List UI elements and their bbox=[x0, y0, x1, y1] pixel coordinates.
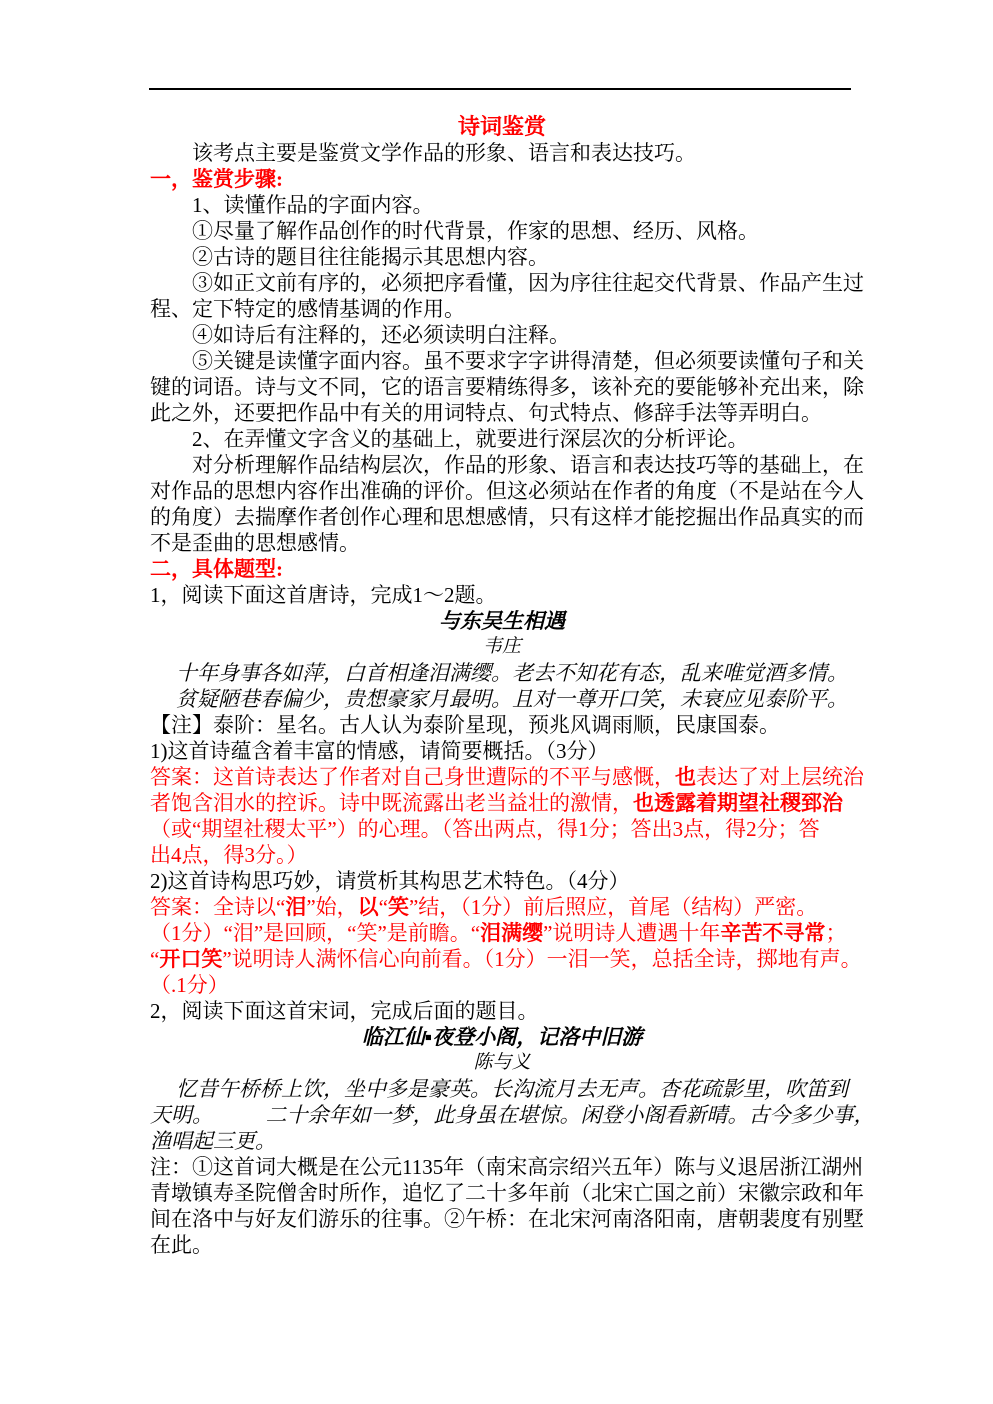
question-2 bbox=[150, 868, 854, 894]
text-run: 2、在弄懂文字含义的基础上，就要进行深层次的分析评论。 bbox=[192, 427, 749, 451]
answer-line bbox=[150, 920, 854, 946]
text-run: 此之外，还要把作品中有关的用词特点、句式特点、修辞手法等弄明白。 bbox=[150, 401, 822, 425]
text-line bbox=[150, 452, 864, 478]
text-line bbox=[150, 322, 854, 348]
answer-line bbox=[150, 946, 862, 972]
text-run: ”结，（1分）前后照应，首尾（结构）严密。 bbox=[408, 895, 818, 919]
text-run: 【注】泰阶：星名。古人认为泰阶星现，预兆风调雨顺，民康国泰。 bbox=[150, 713, 780, 737]
text-line bbox=[150, 374, 864, 400]
text-line bbox=[150, 712, 854, 738]
text-run: 在此。 bbox=[150, 1233, 213, 1257]
text-run: （或“期望社稷太平”）的心理。（答出两点，得1分；答出3点，得2分；答 bbox=[150, 817, 820, 841]
text-run: 韦庄 bbox=[482, 636, 521, 657]
text-run: 与东吴生相遇 bbox=[439, 609, 565, 633]
text-run: ”说明诗人遭遇十年 bbox=[543, 921, 721, 945]
poem-line bbox=[150, 1102, 875, 1128]
question-1 bbox=[150, 738, 854, 764]
poem-title-2 bbox=[150, 1024, 854, 1050]
note-line bbox=[150, 1180, 864, 1206]
text-run: 不是歪曲的思想感情。 bbox=[150, 531, 360, 555]
answer-line bbox=[150, 842, 854, 868]
page-title bbox=[150, 114, 854, 140]
text-run: 注：①这首词大概是在公元1135年（南宋高宗绍兴五年）陈与义退居浙江湖州 bbox=[150, 1155, 864, 1179]
text-run: 键的词语。诗与文不同，它的语言要精练得多，该补充的要能够补充出来，除 bbox=[150, 375, 864, 399]
text-run: （1分）“泪”是回顾，“笑”是前瞻。“ bbox=[150, 921, 481, 945]
text-run: 泪满缨 bbox=[480, 921, 544, 945]
text-run: 答案：这首诗表达了作者对自己身世遭际的不平与感慨， bbox=[150, 765, 675, 789]
text-run: 答案：全诗以“ bbox=[150, 895, 286, 919]
text-run: 也透露着期望社稷郅治 bbox=[633, 791, 843, 815]
text-line bbox=[150, 296, 854, 322]
section-heading-2 bbox=[150, 556, 854, 582]
text-run: 程、定下特定的感情基调的作用。 bbox=[150, 297, 465, 321]
text-run: 对分析理解作品结构层次，作品的形象、语言和表达技巧等的基础上，在 bbox=[192, 453, 864, 477]
poem-author-2 bbox=[150, 1050, 854, 1076]
answer-line bbox=[150, 764, 864, 790]
text-run: 陈与义 bbox=[473, 1052, 531, 1073]
text-run: 青墩镇寿圣院僧舍时所作，追忆了二十多年前（北宋亡国之前）宋徽宗政和年 bbox=[150, 1181, 864, 1205]
text-line bbox=[150, 140, 854, 166]
text-run: 泪 bbox=[285, 895, 307, 919]
poem-line bbox=[150, 1076, 854, 1102]
section-heading-1 bbox=[150, 166, 854, 192]
text-line bbox=[150, 270, 864, 296]
text-run: 笑 bbox=[387, 895, 409, 919]
answer-line bbox=[150, 816, 854, 842]
text-line bbox=[150, 478, 864, 504]
text-run: 贫疑陋巷春偏少，贵想豪家月最明。且对一尊开口笑，未衰应见泰阶平。 bbox=[176, 687, 848, 711]
text-line bbox=[150, 348, 864, 374]
poem-author-1 bbox=[150, 634, 854, 660]
text-run: 该考点主要是鉴赏文学作品的形象、语言和表达技巧。 bbox=[192, 141, 696, 165]
note-line bbox=[150, 1232, 854, 1258]
text-run: 天明。 二十余年如一梦，此身虽在堪惊。闲登小阁看新晴。古今多少事， bbox=[150, 1103, 875, 1127]
text-run: 辛苦不寻常 bbox=[720, 921, 826, 945]
text-run: “ bbox=[150, 947, 160, 971]
text-run: 间在洛中与好友们游乐的往事。②午桥：在北宋河南洛阳南，唐朝裴度有别墅 bbox=[150, 1207, 864, 1231]
text-run: 表达了对上层统治 bbox=[696, 765, 864, 789]
note-line bbox=[150, 1206, 864, 1232]
text-run: 临江仙▪夜登小阁，记洛中旧游 bbox=[361, 1025, 643, 1049]
text-run: 1)这首诗蕴含着丰富的情感，请简要概括。（3分） bbox=[150, 739, 609, 763]
text-line bbox=[150, 504, 864, 530]
text-line bbox=[150, 400, 854, 426]
text-line bbox=[150, 530, 854, 556]
note-line bbox=[150, 1154, 864, 1180]
text-run: 渔唱起三更。 bbox=[150, 1129, 276, 1153]
text-run: 以 bbox=[357, 895, 379, 919]
text-run: 十年身事各如萍，白首相逢泪满缨。老去不知花有态，乱来唯觉酒多情。 bbox=[176, 661, 848, 685]
text-run: 对作品的思想内容作出准确的评价。但这必须站在作者的角度（不是站在今人 bbox=[150, 479, 864, 503]
poem-line bbox=[150, 1128, 854, 1154]
poem-line bbox=[150, 660, 854, 686]
text-line bbox=[150, 582, 854, 608]
document-body bbox=[150, 114, 875, 1258]
text-run: 一，鉴赏步骤: bbox=[150, 167, 283, 191]
text-run: 1，阅读下面这首唐诗，完成1～2题。 bbox=[150, 583, 497, 607]
text-run: 出4点，得3分。） bbox=[150, 843, 308, 867]
text-run: ⑤关键是读懂字面内容。虽不要求字字讲得清楚，但必须要读懂句子和关 bbox=[192, 349, 864, 373]
text-run: ”说明诗人满怀信心向前看。（1分）一泪一笑，总括全诗，掷地有声。 bbox=[222, 947, 862, 971]
text-run: 开口笑 bbox=[159, 947, 223, 971]
header-rule bbox=[149, 88, 851, 90]
text-run: “ bbox=[378, 895, 388, 919]
text-run: 2)这首诗构思巧妙，请赏析其构思艺术特色。（4分） bbox=[150, 869, 630, 893]
text-run: ①尽量了解作品创作的时代背景，作家的思想、经历、风格。 bbox=[192, 219, 759, 243]
text-line bbox=[150, 244, 854, 270]
text-run: ②古诗的题目往往能揭示其思想内容。 bbox=[192, 245, 549, 269]
text-line bbox=[150, 192, 854, 218]
text-run: 也 bbox=[675, 765, 696, 789]
text-run: 者饱含泪水的控诉。诗中既流露出老当益壮的激情， bbox=[150, 791, 633, 815]
text-run: ； bbox=[825, 921, 847, 945]
text-run: 诗词鉴赏 bbox=[457, 114, 546, 139]
text-run: 二，具体题型: bbox=[150, 557, 283, 581]
text-run: 1、读懂作品的字面内容。 bbox=[192, 193, 434, 217]
poem-title-1 bbox=[150, 608, 854, 634]
answer-line bbox=[150, 790, 854, 816]
text-line bbox=[150, 998, 854, 1024]
text-line bbox=[150, 218, 854, 244]
answer-line bbox=[150, 972, 854, 998]
text-run: 忆昔午桥桥上饮，坐中多是豪英。长沟流月去无声。杏花疏影里，吹笛到 bbox=[176, 1077, 848, 1101]
text-run: ④如诗后有注释的，还必须读明白注释。 bbox=[192, 323, 570, 347]
answer-line bbox=[150, 894, 854, 920]
poem-line bbox=[150, 686, 854, 712]
text-run: ”始， bbox=[306, 895, 358, 919]
text-run: 2，阅读下面这首宋词，完成后面的题目。 bbox=[150, 999, 539, 1023]
text-run: ③如正文前有序的，必须把序看懂，因为序往往起交代背景、作品产生过 bbox=[192, 271, 864, 295]
text-line bbox=[150, 426, 854, 452]
text-run: 的角度）去揣摩作者创作心理和思想感情，只有这样才能挖掘出作品真实的而 bbox=[150, 505, 864, 529]
text-run: （.1分） bbox=[150, 973, 229, 997]
